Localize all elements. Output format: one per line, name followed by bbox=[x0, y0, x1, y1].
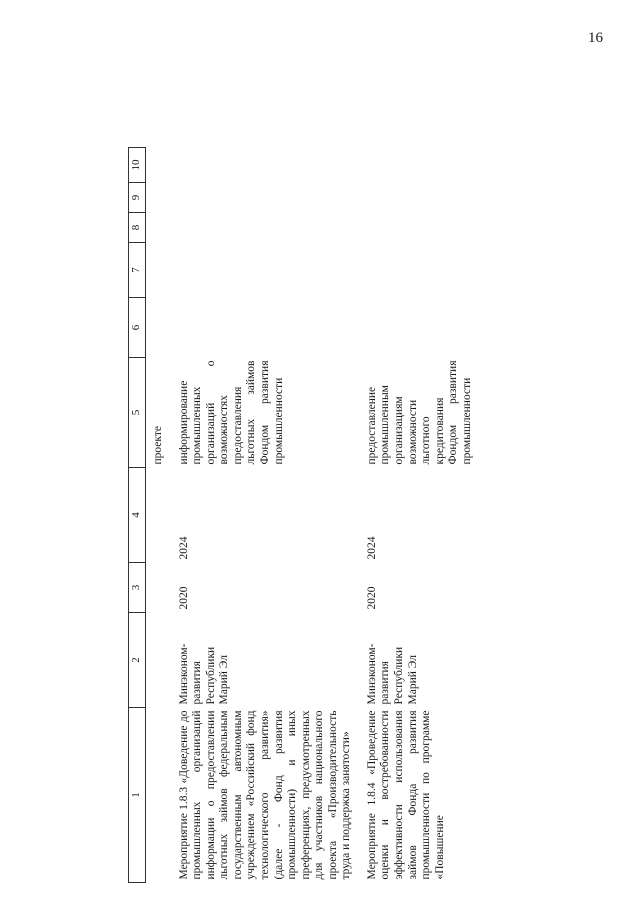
table-row bbox=[356, 148, 477, 883]
responsible-executor: Минэконом- развития Республики Марий Эл bbox=[177, 643, 231, 705]
continuation-row bbox=[146, 148, 176, 883]
expected-result: информирование промышленных организаций о возможностях предоставления льготных займов Фондом развития промышленности bbox=[177, 360, 285, 465]
start-year: 2020 bbox=[365, 586, 378, 610]
header-cell: 8 bbox=[129, 213, 146, 243]
measure-name: Мероприятие 1.8.3 «Доведение до промышленных организаций информации о предоставлении льготных займов федеральным государственным автономным учреждением «Российский фонд технологического развития» (далее - Фонд развития промышленности) и иных преференциях, предусмотренных для участников национального проекта «Производительность труда и поддержка занятости» bbox=[177, 710, 353, 880]
header-cell: 7 bbox=[129, 243, 146, 298]
end-year: 2024 bbox=[177, 536, 190, 560]
header-cell: 3 bbox=[129, 563, 146, 613]
measures-table bbox=[128, 147, 476, 883]
expected-result: предоставление промышленным организациям возможности льготного кредитования Фондом развития промышленности bbox=[365, 360, 473, 465]
table-row bbox=[176, 148, 356, 883]
start-year: 2020 bbox=[177, 586, 190, 610]
measure-name: Мероприятие 1.8.4 «Проведение оценки и востребованности эффективности использования займов Фонда развития промышленности по программе «Повышение bbox=[365, 710, 446, 880]
responsible-executor: Минэконом- развития Республики Марий Эл bbox=[365, 643, 419, 705]
header-cell: 9 bbox=[129, 183, 146, 213]
page-number: 16 bbox=[588, 30, 603, 46]
end-year: 2024 bbox=[365, 536, 378, 560]
header-cell: 4 bbox=[129, 468, 146, 563]
header-cell: 10 bbox=[129, 148, 146, 183]
header-cell: 5 bbox=[129, 358, 146, 468]
continuation-text: проекте bbox=[152, 426, 164, 465]
table-header-row bbox=[129, 148, 146, 883]
header-cell: 1 bbox=[129, 708, 146, 883]
header-cell: 2 bbox=[129, 613, 146, 708]
header-cell: 6 bbox=[129, 298, 146, 358]
